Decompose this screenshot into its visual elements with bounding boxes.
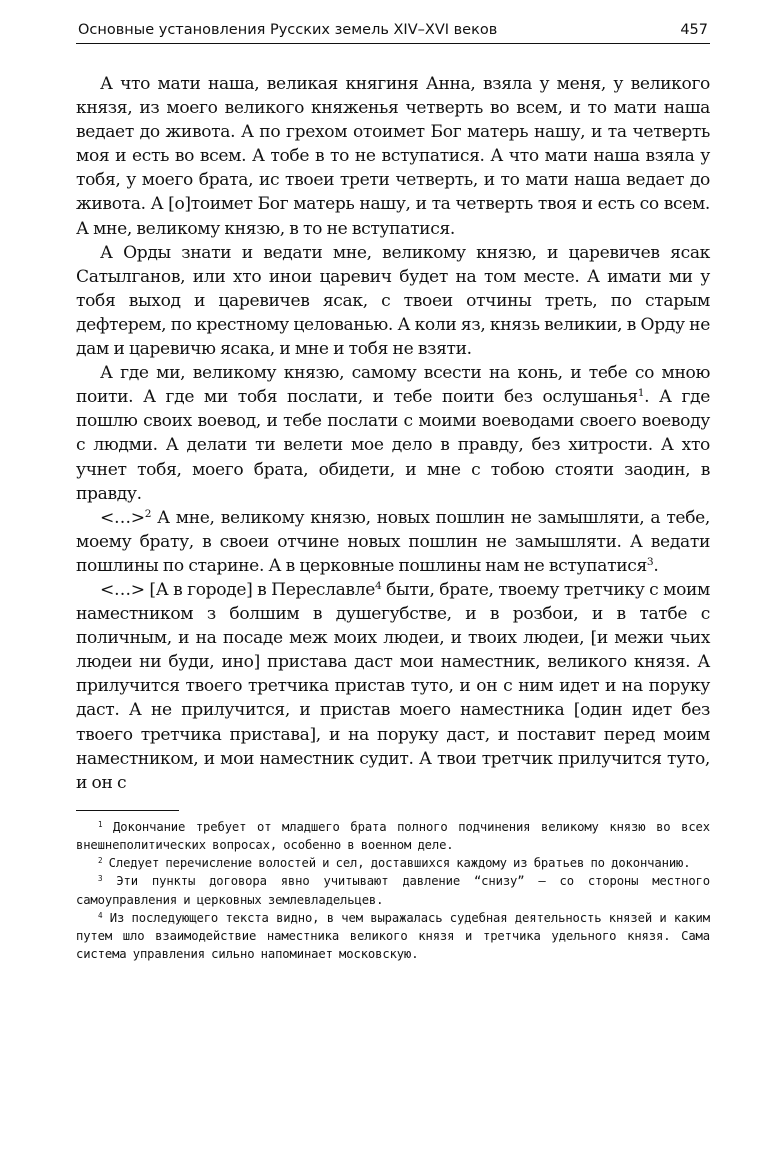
footnotes	[76, 818, 710, 964]
paragraph-text: .	[653, 555, 659, 576]
footnote-text: Докончание требует от младшего брата полного подчинения великому князю во всех внешнеполитических вопросах, особенно в военном деле.	[76, 819, 710, 853]
body-paragraph	[76, 506, 710, 578]
footnote-text: Из последующего текста видно, в чем выражалась судебная деятельность князей и каким путем шло взаимодействие наместника великого князя и третчика удельного князя. Сама система управления сильно напоминает московскую.	[76, 910, 710, 962]
running-header	[76, 20, 710, 44]
body-paragraph	[76, 241, 710, 361]
body-paragraph	[76, 361, 710, 506]
book-page	[76, 20, 710, 963]
paragraph-text: А Орды знати и ведати мне, великому князю, и царевичев ясак Сатылганов, или хто инои царевич будет на том месте. А имати ми у тобя выход и царевичев ясак, с твоеи отчины треть, по старым дефтерем, по крестному целованью. А коли яз, князь великии, в Орду не дам и царевичю ясака, и мне и тобя не взяти.	[76, 242, 710, 360]
footnote-reference: 1	[637, 387, 645, 400]
body-paragraph	[76, 578, 710, 795]
footnote	[76, 854, 710, 872]
footnote-reference: 3	[646, 556, 654, 569]
page-number: 457	[680, 22, 708, 38]
paragraph-text: А где ми, великому князю, самому всести на конь, и тебе со мною поити. А где ми тобя послати, и тебе поити без ослушанья	[76, 363, 710, 408]
paragraph-text: <…>	[100, 507, 145, 528]
footnote-text: Эти пункты договора явно учитывают давление “снизу” — со стороны местного самоуправления и церковных землевладельцев.	[76, 874, 710, 907]
footnote	[76, 909, 710, 964]
footnote-number: 3	[98, 874, 103, 884]
footnote-reference: 4	[374, 580, 382, 593]
paragraph-text: А мне, великому князю, новых пошлин не замышляти, а тебе, моему брату, в своеи отчине новых пошлин не замышляти. А ведати пошлины по старине. А в церковные пошлины нам не вступатися	[76, 507, 710, 576]
paragraph-text: быти, брате, твоему третчику с моим наместником з болшим в душегубстве, и в розбои, и в татбе с поличным, и на посаде меж моих людеи, и твоих людеи, [и межи чьих людеи ни буди, ино] пристава даст мои наместник, великого князя. А прилучится твоего третчика пристав туто, и он с ним идет и на поруку даст. А не прилучится, и пристав моего наместника [один идет без твоего третчика пристава], и на поруку даст, и поставит перед моим наместником, и мои наместник судит. А твои третчик прилучится туто, и он с	[76, 579, 710, 793]
footnote-reference: 2	[144, 507, 152, 520]
footnote-number: 4	[98, 910, 103, 920]
footnote-number: 1	[98, 819, 103, 829]
footnote-number: 2	[98, 856, 103, 866]
footnote	[76, 872, 710, 908]
paragraph-text: . А где пошлю своих воевод, и тебе послати с моими воеводами своего воеводу с людми. А делати ти велети мое дело в правду, без хитрости. А хто учнет тобя, моего брата, обидети, и мне с тобою стояти заодин, в правду.	[76, 387, 711, 504]
footnote-text: Следует перечисление волостей и сел, доставшихся каждому из братьев по докончанию.	[102, 856, 691, 871]
paragraph-text: А что мати наша, великая княгиня Анна, взяла у меня, у великого князя, из моего великого княженья четверть во всем, и то мати наша ведает до живота. А по грехом отоимет Бог матерь нашу, и та четверть моя и есть во всем. А тобе в то не вступатися. А что мати наша взяла у тобя, у моего брата, ис твоеи трети четверть, и то мати наша ведает до живота. А [о]тоимет Бог матерь нашу, и та четверть твоя и есть со всем. А мне, великому князю, в то не вступатися.	[76, 74, 710, 239]
body-paragraph	[76, 72, 710, 241]
footnote	[76, 818, 710, 854]
running-title: Основные установления Русских земель XIV–XVI веков	[78, 22, 498, 38]
main-text	[76, 72, 710, 795]
paragraph-text: <…> [А в городе] в Переславле	[100, 579, 375, 600]
footnote-separator	[76, 810, 179, 811]
